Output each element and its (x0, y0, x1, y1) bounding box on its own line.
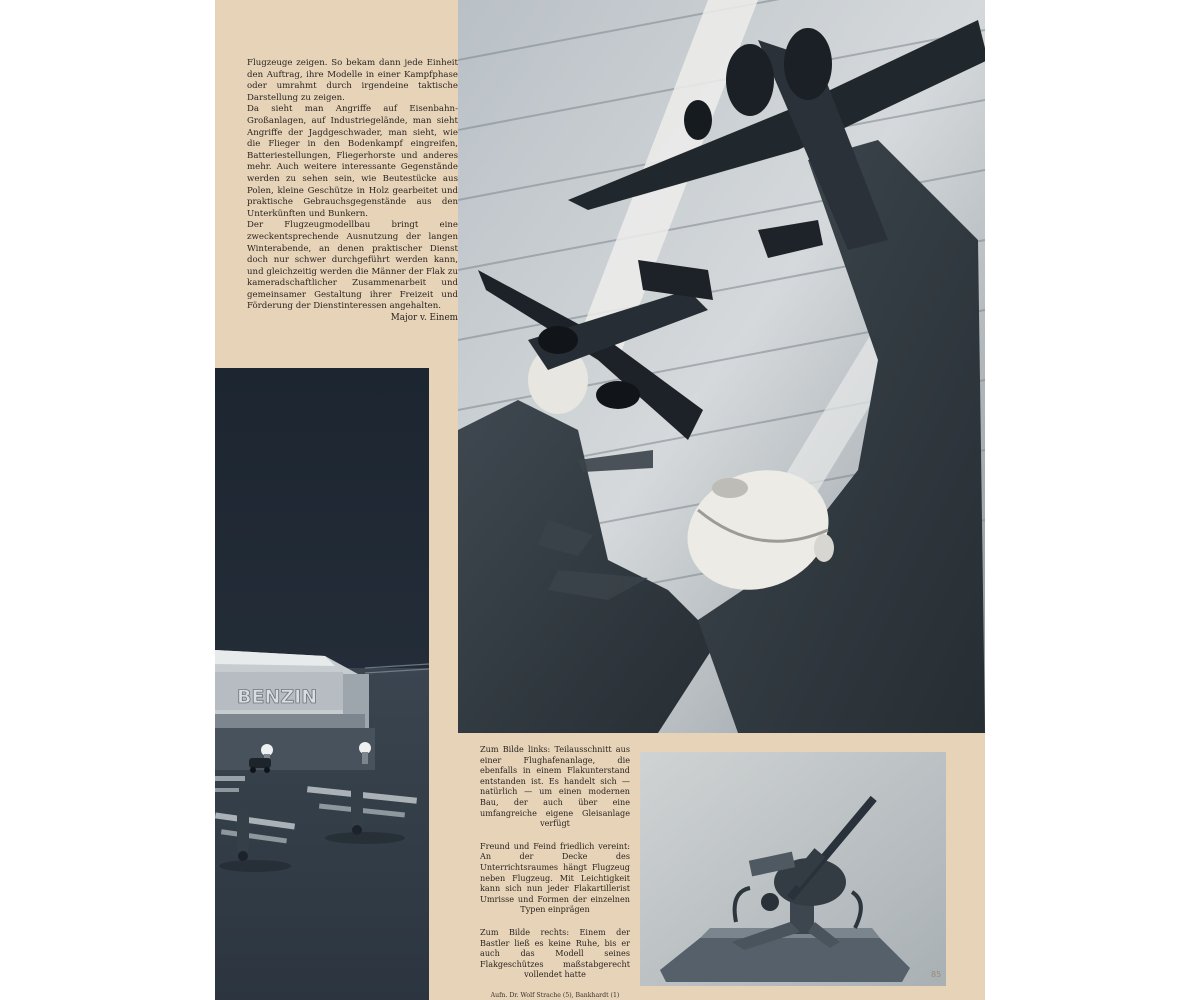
article-paragraph-2: Da sieht man Angriffe auf Eisenbahn-Großanlagen, auf Industriegelände, man sieht Angriffe der Jagdgeschwader, man sieht, wie die Flieger in den Bodenkampf eingreifen, Batteriestellungen, Fliegerhorste und anderes mehr. Auch weitere interessante Gegenstände werden zu sehen sein, wie Beutestücke aus Polen, kleine Geschütze in Holz gearbeitet und praktische Gebrauchsgegenstände aus den Unterkünften und Bunkern. (247, 104, 458, 219)
airfield-model-photo (215, 368, 429, 1000)
caption-left-photo: Zum Bilde links: Teilausschnitt aus einer Flughafenanlage, die ebenfalls in einem Flakunterstand entstanden ist. Es handelt sich — natürlich — um einen modernen Bau, der auch über eine umfangreiche eigene Gleisanlage verfügt (480, 744, 630, 829)
caption-right-photo: Zum Bilde rechts: Einem der Bastler ließ es keine Ruhe, bis er auch das Modell seines Flakgeschützes maßstabgerecht vollendet hatte (480, 926, 630, 980)
article-signature: Major v. Einem (390, 313, 458, 324)
ceiling-aircraft-photo (458, 0, 985, 733)
article-paragraph-3: Der Flugzeugmodellbau bringt eine zweckentsprechende Ausnutzung der langen Winterabende, an denen praktischer Dienst doch nur schwer durchgeführt werden kann, und gleichzeitig werden die Männer der Flak zu kameradschaftlicher Zusammenarbeit und gemeinsamer Gestaltung ihrer Freizeit und Förderung der Dienstinteressen angehalten. (247, 220, 458, 312)
photo-credit: Aufn. Dr. Wolf Strache (5), Bankhardt (1) (490, 991, 620, 999)
flak-gun-model-photo (640, 752, 946, 986)
caption-ceiling-photo: Freund und Feind friedlich vereint: An der Decke des Unterrichtsraumes hängt Flugzeug neben Flugzeug. Mit Leichtigkeit kann sich nun jeder Flakartillerist Umrisse und Formen der einzelnen Typen einprägen (480, 840, 630, 915)
article-paragraph-1: Flugzeuge zeigen. So bekam dann jede Einheit den Auftrag, ihre Modelle in einer Kampfphase oder umrahmt durch irgendeine taktische Darstellung zu zeigen. (247, 58, 458, 103)
benzin-sign: BENZIN (237, 686, 318, 708)
article-text (247, 58, 458, 325)
page-number: 85 (931, 970, 942, 979)
magazine-page (215, 0, 985, 1000)
photo-captions (480, 744, 630, 1000)
